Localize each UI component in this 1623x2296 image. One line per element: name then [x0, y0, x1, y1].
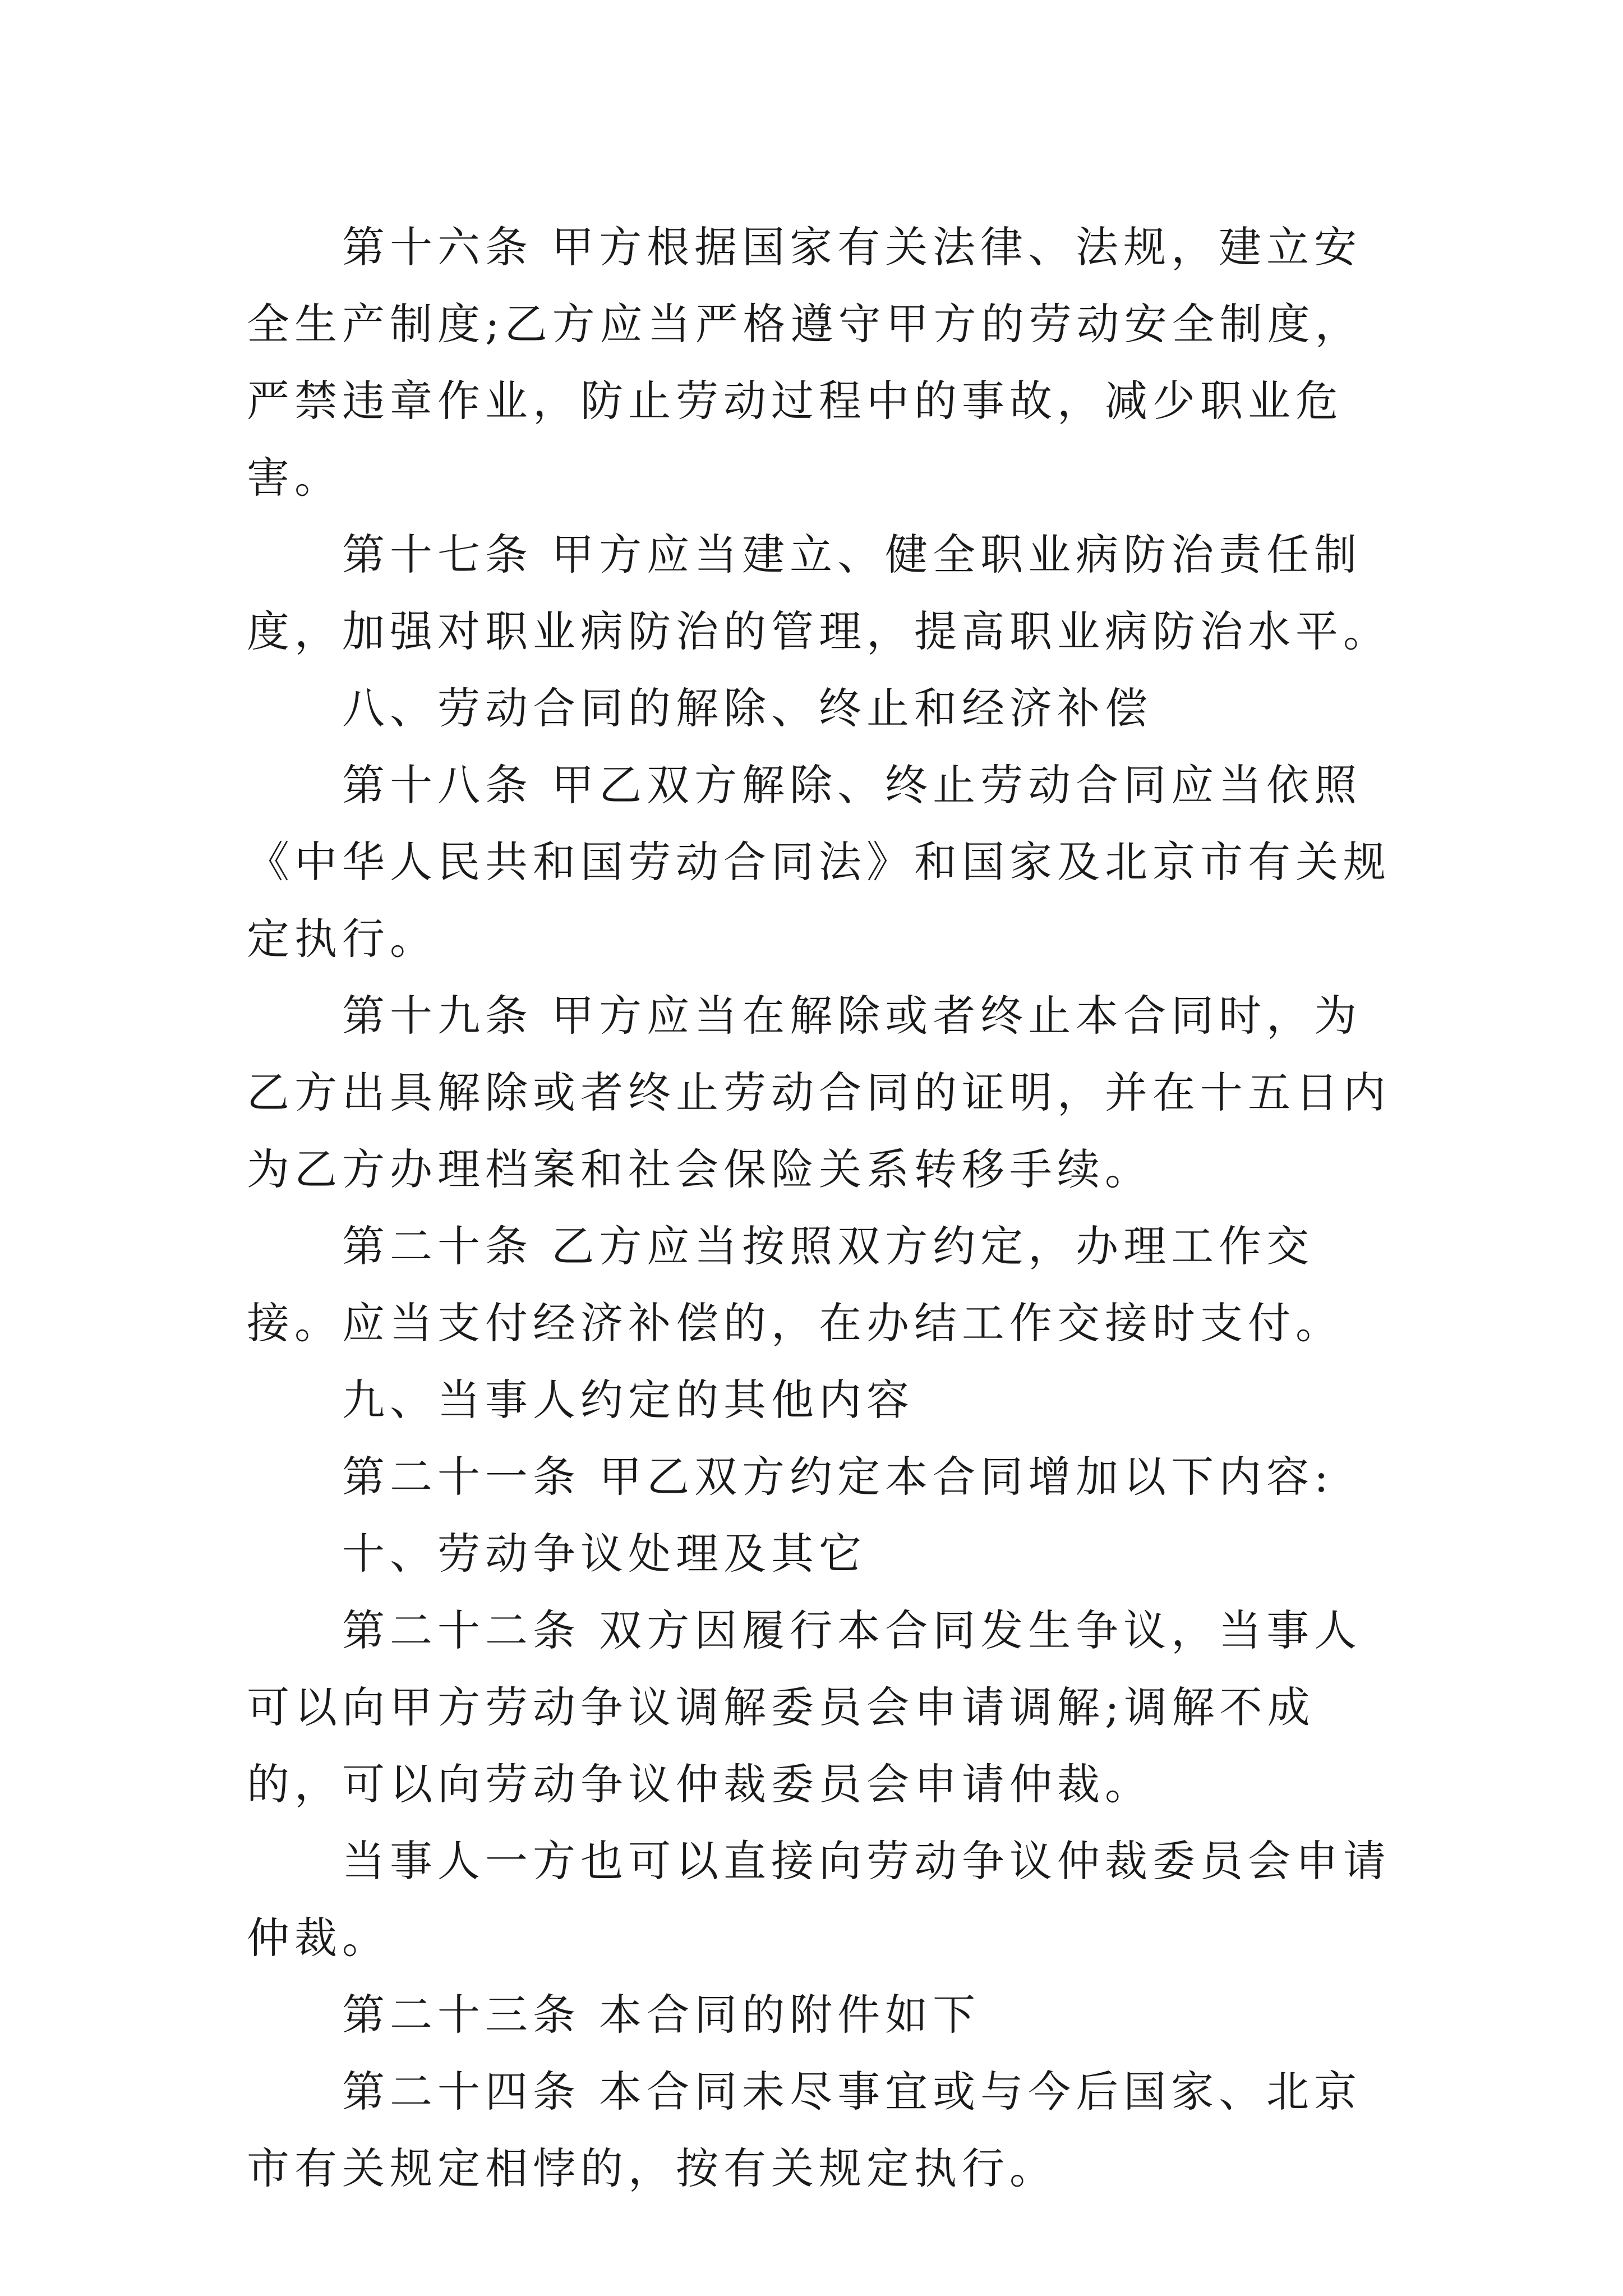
article-22-continuation: 当事人一方也可以直接向劳动争议仲裁委员会申请仲裁。: [247, 1836, 1391, 1963]
article-20: 第二十条 乙方应当按照双方约定，办理工作交接。应当支付经济补偿的，在办结工作交接时支付。: [247, 1221, 1343, 1348]
document-body: [247, 209, 1391, 2207]
section-heading-9: 九、当事人约定的其他内容: [342, 1375, 914, 1425]
article-23: 第二十三条 本合同的附件如下: [342, 1990, 981, 2040]
article-19: 第十九条 甲方应当在解除或者终止本合同时，为乙方出具解除或者终止劳动合同的证明，并在十五日内为乙方办理档案和社会保险关系转移手续。: [247, 991, 1391, 1194]
section-heading-8: 八、劳动合同的解除、终止和经济补偿: [342, 683, 1152, 733]
article-18: 第十八条 甲乙双方解除、终止劳动合同应当依照《中华人民共和国劳动合同法》和国家及北京市有关规定执行。: [247, 760, 1391, 964]
article-22: 第二十二条 双方因履行本合同发生争议，当事人可以向甲方劳动争议调解委员会申请调解;调解不成的，可以向劳动争议仲裁委员会申请仲裁。: [247, 1605, 1362, 1809]
section-heading-10: 十、劳动争议处理及其它: [342, 1529, 866, 1579]
article-21: 第二十一条 甲乙双方约定本合同增加以下内容:: [342, 1452, 1334, 1502]
article-24: 第二十四条 本合同未尽事宜或与今后国家、北京市有关规定相悖的，按有关规定执行。: [247, 2067, 1362, 2193]
article-16: 第十六条 甲方根据国家有关法律、法规，建立安全生产制度;乙方应当严格遵守甲方的劳动安全制度，严禁违章作业，防止劳动过程中的事故，减少职业危害。: [247, 222, 1363, 503]
article-17: 第十七条 甲方应当建立、健全职业病防治责任制度，加强对职业病防治的管理，提高职业病防治水平。: [247, 530, 1391, 656]
